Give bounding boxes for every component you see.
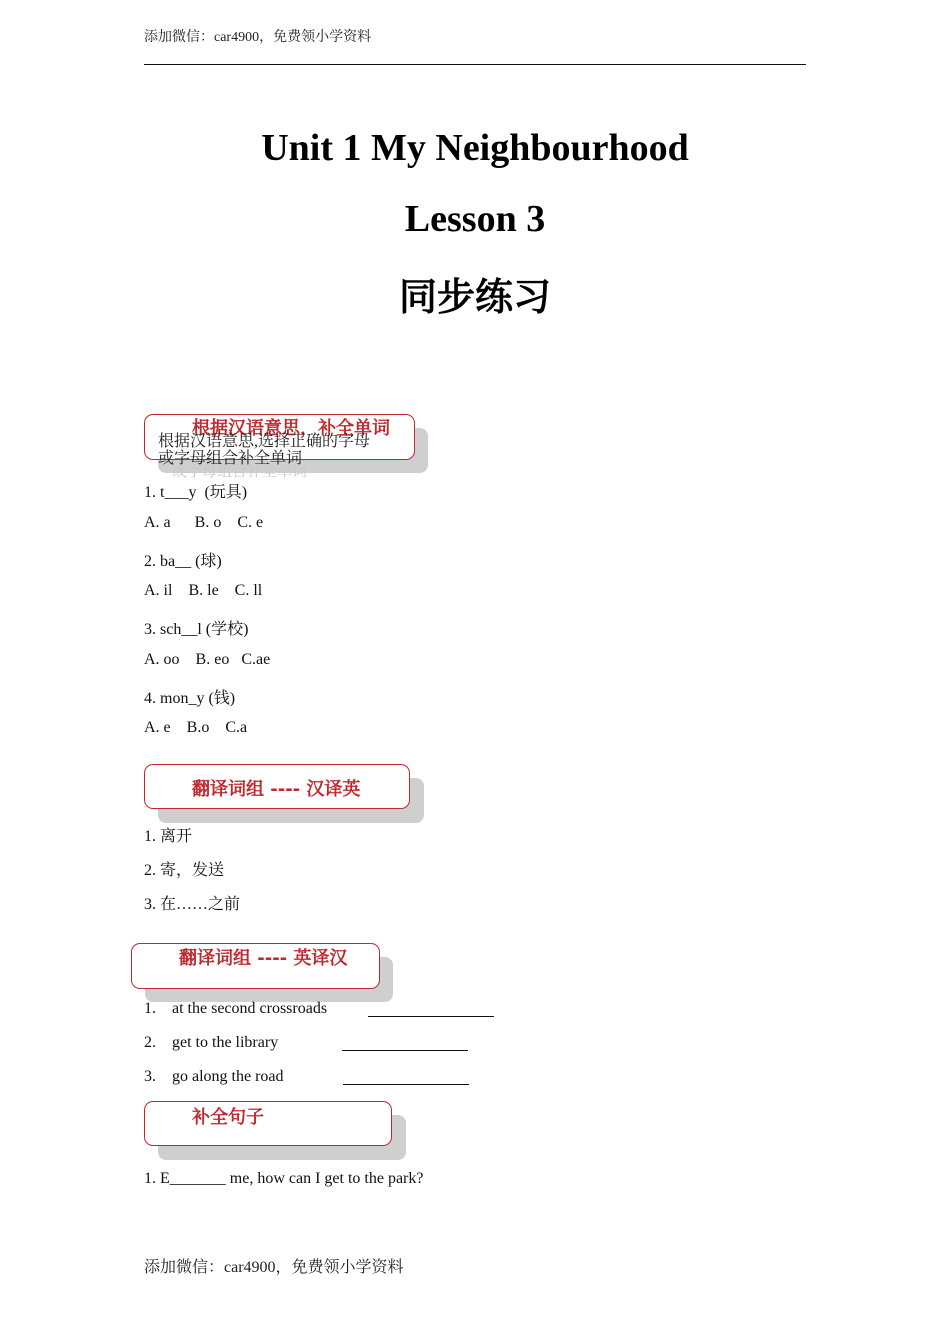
page-footer-text: 添加微信：car4900，免费领小学资料 bbox=[144, 1259, 404, 1276]
s3-text-1: at the second crossroads bbox=[172, 1000, 328, 1017]
header-divider bbox=[144, 64, 806, 65]
section4-heading: 补全句子 bbox=[192, 1107, 264, 1128]
section2-heading: 翻译词组 ---- 汉译英 bbox=[192, 779, 361, 800]
s3-answer-blank-1 bbox=[368, 1016, 494, 1017]
s3-num-2: 2. bbox=[144, 1034, 156, 1051]
section1-ghost-text: 或字母组合补全单词 bbox=[172, 464, 308, 480]
section1-instruction-2: 或字母组合补全单词 bbox=[158, 450, 303, 467]
s1-options-1: A. a B. o C. e bbox=[144, 514, 264, 531]
lesson-title: Lesson 3 bbox=[404, 198, 546, 240]
banner-box bbox=[144, 1101, 392, 1146]
s1-options-2: A. il B. le C. ll bbox=[144, 582, 263, 599]
s1-question-1: 1. t___y (玩具) bbox=[144, 484, 248, 501]
s2-item-3: 3. 在……之前 bbox=[144, 896, 241, 913]
unit-title: Unit 1 My Neighbourhood bbox=[261, 127, 689, 169]
s2-item-2: 2. 寄，发送 bbox=[144, 862, 225, 879]
page-header-text: 添加微信：car4900，免费领小学资料 bbox=[144, 30, 372, 45]
s4-item-1: 1. E_______ me, how can I get to the park? bbox=[144, 1170, 424, 1187]
s3-answer-blank-2 bbox=[342, 1050, 468, 1051]
section1-instruction-1: 根据汉语意思,选择正确的字母 bbox=[158, 433, 371, 450]
s1-question-3: 3. sch__l (学校) bbox=[144, 621, 249, 638]
s1-options-4: A. e B.o C.a bbox=[144, 719, 248, 736]
section3-heading: 翻译词组 ---- 英译汉 bbox=[179, 948, 348, 969]
s3-text-3: go along the road bbox=[172, 1068, 284, 1085]
section1-heading: 根据汉语意思，补全单词 bbox=[192, 418, 390, 439]
s1-question-4: 4. mon_y (钱) bbox=[144, 690, 236, 707]
s1-question-2: 2. ba__ (球) bbox=[144, 553, 222, 570]
s3-num-1: 1. bbox=[144, 1000, 156, 1017]
s3-answer-blank-3 bbox=[343, 1084, 469, 1085]
s3-text-2: get to the library bbox=[172, 1034, 279, 1051]
s3-num-3: 3. bbox=[144, 1068, 156, 1085]
exercise-title: 同步练习 bbox=[398, 275, 551, 319]
s2-item-1: 1. 离开 bbox=[144, 828, 193, 845]
s1-options-3: A. oo B. eo C.ae bbox=[144, 651, 271, 668]
